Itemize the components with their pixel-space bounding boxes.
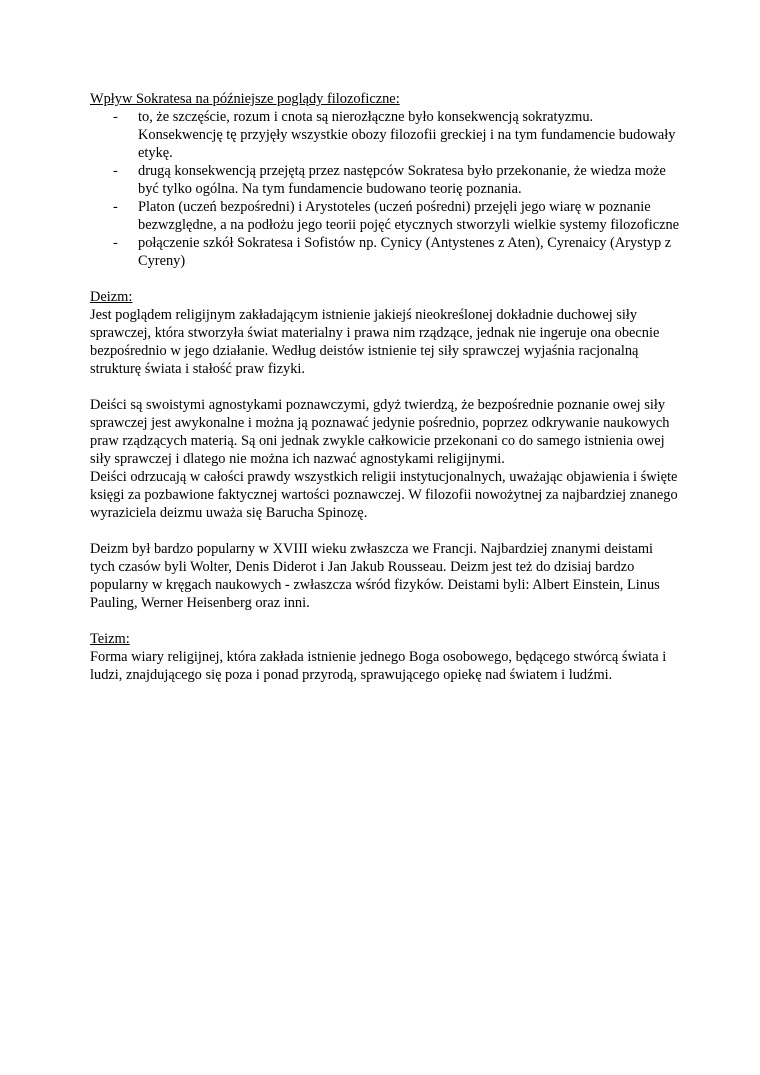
theism-paragraph: Forma wiary religijnej, która zakłada istnienie jednego Boga osobowego, będącego stwórcą świata i ludzi, znajdującego się poza i ponad przyrodą, sprawującego opiekę nad światem i ludźmi.: [90, 649, 667, 683]
paragraph-spacer: [90, 612, 680, 630]
section-heading-socrates: Wpływ Sokratesa na późniejsze poglądy filozoficzne:: [90, 91, 400, 107]
bullet-dash: -: [113, 109, 118, 125]
bullet-dash: -: [113, 163, 118, 179]
paragraph-spacer: [90, 522, 680, 540]
paragraph-spacer: [90, 270, 680, 288]
section-heading-theism: Teizm:: [90, 631, 130, 647]
socrates-influence-list: [90, 108, 680, 270]
bullet-dash: -: [113, 235, 118, 251]
deism-paragraph: Deiści odrzucają w całości prawdy wszystkich religii instytucjonalnych, uważając objawienia i święte księgi za pozbawione faktycznej wartości poznawczej. W filozofii nowożytnej za najbardziej znanego wyraziciela deizmu uważa się Barucha Spinozę.: [90, 469, 678, 521]
list-item-text: połączenie szkół Sokratesa i Sofistów np. Cynicy (Antystenes z Aten), Cyrenaicy (Arystyp z Cyreny): [138, 235, 672, 269]
list-item: [90, 234, 680, 270]
document-page: [90, 90, 680, 684]
list-item-text: to, że szczęście, rozum i cnota są nierozłączne było konsekwencją sokratyzmu. Konsekwencję tę przyjęły wszystkie obozy filozofii greckiej i na tym fundamencie budowały etykę.: [138, 109, 676, 161]
list-item: [90, 162, 680, 198]
deism-paragraph: Jest poglądem religijnym zakładającym istnienie jakiejś nieokreślonej dokładnie duchowej siły sprawczej, która stworzyła świat materialny i prawa nim rządzące, jednak nie ingeruje ona obecnie bezpośrednio w jego działanie. Według deistów istnienie tej siły sprawczej wyjaśnia racjonalną strukturę świata i stałość praw fizyki.: [90, 307, 660, 377]
list-item-text: drugą konsekwencją przejętą przez następców Sokratesa było przekonanie, że wiedza może być tylko ogólna. Na tym fundamencie budowano teorię poznania.: [138, 163, 666, 197]
deism-paragraph: Deiści są swoistymi agnostykami poznawczymi, gdyż twierdzą, że bezpośrednie poznanie owej siły sprawczej jest awykonalne i można ją poznawać jedynie pośrednio, poprzez odkrywanie naukowych praw rządzących materią. Są oni jednak zwykle całkowicie przekonani co do samego istnienia owej siły sprawczej i dlatego nie można ich nazwać agnostykami religijnymi.: [90, 397, 670, 467]
deism-paragraph: Deizm był bardzo popularny w XVIII wieku zwłaszcza we Francji. Najbardziej znanymi deistami tych czasów byli Wolter, Denis Diderot i Jan Jakub Rousseau. Deizm jest też do dzisiaj bardzo popularny w kręgach naukowych - zwłaszcza wśród fizyków. Deistami byli: Albert Einstein, Linus Pauling, Werner Heisenberg oraz inni.: [90, 541, 660, 611]
paragraph-spacer: [90, 378, 680, 396]
section-heading-deism: Deizm:: [90, 289, 133, 305]
list-item: [90, 108, 680, 162]
bullet-dash: -: [113, 199, 118, 215]
list-item: [90, 198, 680, 234]
list-item-text: Platon (uczeń bezpośredni) i Arystoteles (uczeń pośredni) przejęli jego wiarę w poznanie bezwzględne, a na podłożu jego teorii pojęć etycznych stworzyli wielkie systemy filozoficzne: [138, 199, 680, 233]
